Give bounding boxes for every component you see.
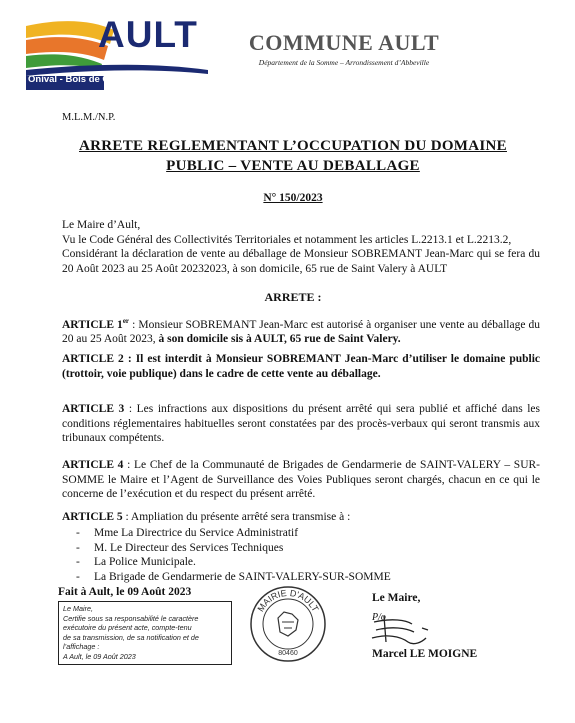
decree-title-line2: PUBLIC – VENTE AU DEBALLAGE — [166, 158, 420, 174]
list-item: - M. Le Directeur des Services Techniques — [76, 541, 284, 554]
certification-line: Certifie sous sa responsabilité le caractère — [63, 613, 199, 623]
article-1-address: à son domicile sis à AULT, 65 rue de Saint Valery. — [158, 333, 401, 346]
svg-text:MAIRIE D'AULT — [255, 588, 320, 614]
commune-name: COMMUNE AULT — [248, 30, 440, 55]
stamp-code: 80460 — [278, 650, 298, 657]
article-5-text: : Ampliation du présente arrêté sera transmise à : — [125, 511, 351, 523]
article-3 — [62, 402, 540, 446]
article-2-label: ARTICLE 2 : — [62, 353, 132, 365]
logo-subtitle: Onival - Bois de Cise — [28, 74, 123, 85]
official-stamp-icon — [248, 584, 328, 664]
article-4-text: : Le Chef de la Communauté de Brigades de Gendarmerie de SAINT-VALERY – SUR-SOMME le Maire et l’Agent de Surveillance des Voies Publiques seront chargés, chacun en ce qui le concerne de l’exécution et du respect du présent arrêté. — [62, 459, 540, 500]
decree-title — [48, 136, 538, 176]
handwritten-signature-icon — [362, 612, 452, 648]
article-5-label: ARTICLE 5 — [62, 511, 123, 523]
decree-title-line1: ARRETE REGLEMENTANT L’OCCUPATION DU DOMAINE — [79, 138, 507, 154]
article-2-text: Il est interdit à Monsieur SOBREMANT Jean-Marc d’utiliser le domaine public (trottoir, voie publique) dans le cadre de cette vente au déballage. — [62, 353, 541, 380]
article-5 — [62, 510, 540, 525]
article-2 — [62, 352, 540, 381]
article-4-label: ARTICLE 4 — [62, 459, 124, 471]
preamble-mayor: Le Maire d’Ault, — [62, 219, 141, 231]
preamble — [62, 218, 540, 276]
article-1-text: : Monsieur SOBREMANT Jean-Marc est autorisé à organiser une vente au déballage du 20 au 25 Août 2023, — [62, 318, 541, 346]
certification-box — [58, 601, 232, 665]
article-1-sup: er — [122, 317, 130, 325]
article-4 — [62, 458, 540, 502]
stamp-text: MAIRIE D'AULT — [255, 587, 321, 614]
certification-line: l’affichage : — [63, 642, 100, 652]
recipients-list — [76, 526, 391, 584]
list-item: - La Brigade de Gendarmerie de SAINT-VALERY-SUR-SOMME — [76, 570, 391, 583]
list-item: - La Police Municipale. — [76, 556, 196, 568]
arrete-heading: ARRETE : — [264, 290, 322, 304]
logo-text: AULT — [98, 14, 198, 55]
preamble-legal-basis: Vu le Code Général des Collectivités Territoriales et notamment les articles L.2213.1 et L.2213.2, — [62, 233, 512, 246]
certification-line: A Ault, le 09 Août 2023 — [63, 651, 136, 661]
certification-line: de sa transmission, de sa notification et de — [63, 632, 199, 642]
signed-place-date: Fait à Ault, le 09 Août 2023 — [58, 586, 192, 598]
signer-name: Marcel LE MOIGNE — [372, 648, 478, 660]
preamble-considering: Considérant la déclaration de vente au déballage de Monsieur SOBREMANT Jean-Marc qui se fera du 20 Août 2023 au 25 Août 20232023, à son domicile, 65 rue de Saint Valery à AULT — [62, 248, 540, 275]
signer-po: P/o — [372, 612, 386, 623]
certification-line: Le Maire, — [63, 604, 93, 613]
decree-number: N° 150/2023 — [263, 192, 323, 204]
article-1-label: ARTICLE 1 — [62, 318, 123, 331]
department-line: Département de la Somme – Arrondissement d’Abbeville — [258, 58, 430, 67]
article-3-text: : Les infractions aux dispositions du présent arrêté qui sera publié et affiché dans les conditions réglementaires habituelles seront constatées par des procès-verbaux qui seront transmis aux tribunaux compétents. — [62, 403, 541, 444]
signer-role: Le Maire, — [372, 592, 421, 604]
article-3-label: ARTICLE 3 — [62, 403, 125, 415]
certification-line: exécutoire du présent acte, compte-tenu — [63, 623, 192, 633]
article-1 — [62, 314, 540, 347]
reference-code: M.L.M./N.P. — [62, 112, 116, 123]
list-item: - Mme La Directrice du Service Administratif — [76, 527, 299, 539]
